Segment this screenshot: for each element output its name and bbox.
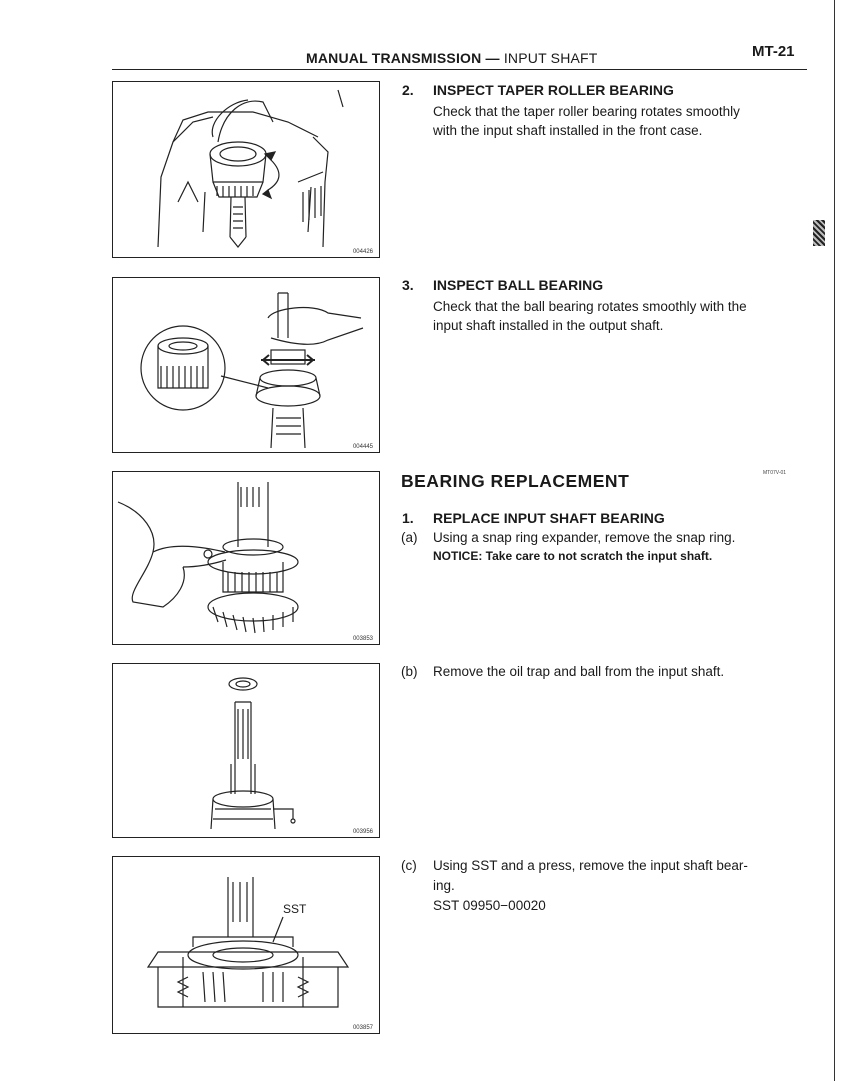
step-line: with the input shaft installed in the front case. <box>433 123 703 138</box>
substep-label: (b) <box>401 664 418 679</box>
substep-text: Using SST and a press, remove the input shaft bear- <box>433 858 748 873</box>
figure-oil-trap-removal <box>112 663 380 838</box>
notice-text: NOTICE: Take care to not scratch the input shaft. <box>433 549 713 563</box>
step-line: Check that the ball bearing rotates smoothly with the <box>433 299 747 314</box>
page-edge-rule <box>834 0 835 1081</box>
step-number: 3. <box>402 277 414 293</box>
figure-taper-roller-bearing <box>112 81 380 258</box>
figure-snap-ring-removal <box>112 471 380 645</box>
substep-text: Using a snap ring expander, remove the snap ring. <box>433 530 736 545</box>
step-heading: INSPECT BALL BEARING <box>433 277 604 293</box>
step-line: input shaft installed in the output shaft. <box>433 318 664 333</box>
sst-label: SST <box>283 902 307 916</box>
section-ref-code: MT07V-01 <box>763 470 787 476</box>
page-header-title: MANUAL TRANSMISSION — INPUT SHAFT <box>306 50 598 66</box>
figure-code: 003956 <box>352 829 373 835</box>
step-line: Check that the taper roller bearing rotates smoothly <box>433 104 740 119</box>
snap-ring-illustration <box>113 472 379 644</box>
ball-bearing-illustration <box>113 278 379 452</box>
taper-bearing-illustration <box>113 82 379 257</box>
step-number: 2. <box>402 82 414 98</box>
step-heading: INSPECT TAPER ROLLER BEARING <box>433 82 674 98</box>
header-rule <box>112 69 807 70</box>
substep-text: ing. <box>433 878 455 893</box>
figure-code: 004445 <box>352 444 373 450</box>
substep-label: (a) <box>401 530 418 545</box>
substep-label: (c) <box>401 858 417 873</box>
step-heading: REPLACE INPUT SHAFT BEARING <box>433 510 665 526</box>
figure-code: 004426 <box>352 249 373 255</box>
step-number: 1. <box>402 510 414 526</box>
oil-trap-illustration <box>113 664 379 837</box>
figure-code: 003857 <box>352 1025 373 1031</box>
section-tab-marker <box>813 220 825 246</box>
section-title: BEARING REPLACEMENT <box>401 471 630 491</box>
figure-code: 003853 <box>352 636 373 642</box>
figure-sst-press <box>112 856 380 1034</box>
page-number: MT-21 <box>752 43 795 60</box>
substep-text: Remove the oil trap and ball from the input shaft. <box>433 664 725 679</box>
sst-number: SST 09950−00020 <box>433 898 546 913</box>
sst-press-illustration <box>113 857 379 1033</box>
figure-ball-bearing <box>112 277 380 453</box>
